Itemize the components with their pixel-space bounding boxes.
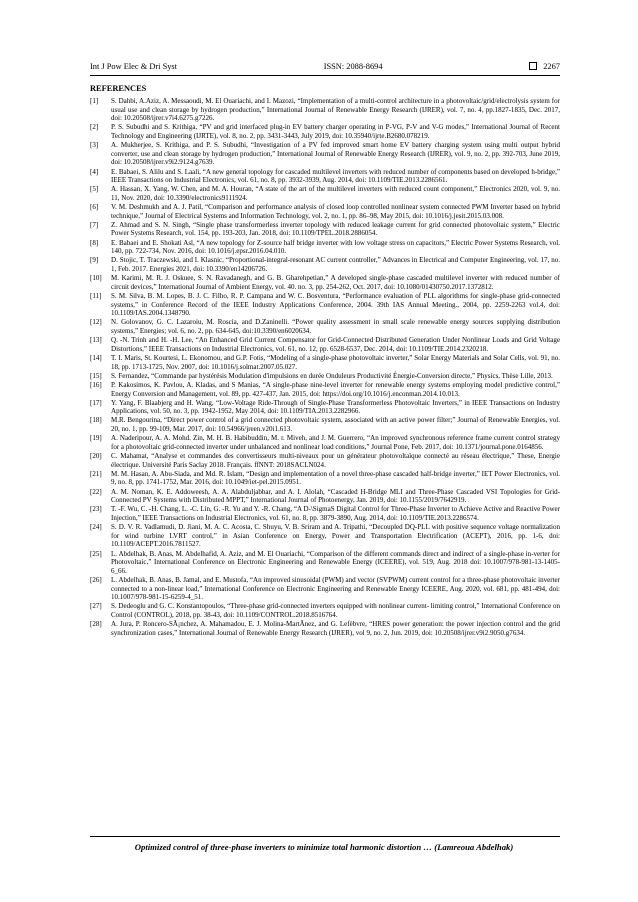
- reference-text: L. Abdelhak, B. Anas, M. Abdelhafid, A. Aziz, and M. El Ouariachi, “Comparison of the different commands direct and indirect of a single-phase in-verter for Photovoltaic,” International Conference on Electronic Engineering and Renewable Energy (ICEERE), vol. 519, Aug. 2018 doi: 10.1007/978-981-13-1405-6_66.: [111, 549, 560, 575]
- reference-item: [90, 239, 560, 256]
- footer-divider: [90, 836, 560, 837]
- reference-item: [90, 372, 560, 381]
- reference-item: [90, 336, 560, 353]
- reference-number: [12]: [90, 318, 102, 327]
- reference-text: A. Naderipour, A. A. Mohd. Zin, M. H. B. Habibuddin, M. r. Miveh, and J. M. Guerrero, “An improved synchronous reference frame current control strategy for a photovoltaic grid-connected inverter under unbalanced and nonlinear load conditions,” Journal Pone, Feb. 2017, doi: 10.1371/journal.pone.0164856.: [111, 434, 560, 451]
- reference-text: E. Babaei and E. Shokati Asl, “A new topology for Z-source half bridge inverter with low voltage stress on capacitors,” Electric Power Systems Research, vol. 140, pp. 722-734, Nov. 2016, doi: 10.1016/j.epsr.2016.04.010.: [111, 238, 560, 256]
- reference-item: [90, 399, 560, 416]
- reference-number: [17]: [90, 398, 102, 407]
- reference-item: [90, 416, 560, 433]
- reference-item: [90, 274, 560, 291]
- reference-text: A. Mukherjee, S. Krithiga, and P. S. Subudhi, “Investigation of a PV fed improved smart home EV battery charging system using multi output hybrid converter, use and clean storage by hydrogen production,” International Journal of Renewable Energy Research (IJRER), vol. 9, no. 2, pp. 392-703, June 2019, doi: 10.20508/ijrer.v9i2.9124.g7639.: [111, 141, 560, 167]
- reference-item: [90, 523, 560, 549]
- reference-text: M.R. Bengourina, “Direct power control of a grid connected photovoltaic system, associated with an active power filter;” Journal of Renewable Energies, vol. 20, no. 1, pp. 99-109, Mar. 2017, doi: 10.54966/jreen.v20i1.613.: [111, 416, 560, 434]
- reference-number: [10]: [90, 274, 102, 283]
- page-footer: Optimized control of three-phase inverters to minimize total harmonic distortion … (Lamreoua Abdelhak): [134, 842, 514, 852]
- reference-number: [15]: [90, 371, 102, 380]
- reference-text: A. Jura, P. Roncero-SÃ¡nchez, A. Mahamadou, E. J. Molina-MartÃnez, and G. Lefèbvre, “HRES power generation: the power injection control and the grid synchronization cases,” International Journal of Renewable Energy Research (IJRER), vol 9, no. 2, Jun. 2019, doi: 10.20508/ijrer.v9i2.9050.g7634.: [111, 620, 560, 637]
- reference-number: [20]: [90, 452, 102, 461]
- reference-text: C. Mahamat, “Analyse et commandes des convertisseurs multi-niveaux pour un générateur photovoltaïque connecté au réseau électrique,” These, Energie électrique. Université Paris Saclay 2018. Français. ffNNT: 2018SACLN024.: [111, 452, 560, 469]
- reference-item: [90, 256, 560, 273]
- reference-text: E. Babaei, S. Alilu and S. Laali, “A new general topology for cascaded multilevel inverters with reduced number of components based on developed h-bridge,” IEEE Transactions on Industrial Electronics, vol. 61, no. 8, pp. 3932-3939, Aug. 2014, doi: 10.1109/TIE.2013.2286561.: [111, 167, 560, 185]
- checkbox-square-icon: [529, 62, 537, 70]
- reference-number: [4]: [90, 167, 99, 176]
- reference-number: [1]: [90, 97, 99, 105]
- reference-text: L. Abdelhak, B. Anas, B. Jamal, and E. Mustofa, “An improved sinusoidal (PWM) and vector (SVPWM) current control for a three-phase photovoltaic inverter connected to a non-linear load,” International Conference on Electronic Engineering and Renewable Energy ICEERE, Aug. 2020, vol. 681, pp. 481-494, doi: 10.1007/978-981-15-6259-4_51.: [111, 575, 560, 602]
- reference-item: [90, 488, 560, 505]
- reference-item: [90, 452, 560, 469]
- reference-text: Z. Ahmad and S. N. Singh, “Single phase transformerless inverter topology with reduced leakage current for grid connected photovoltaic system,” Electric Power Systems Research, vol. 154, pp. 193-203, Jan. 2018, doi: 10.1109/TPEL.2018.2886054.: [111, 220, 560, 238]
- reference-number: [23]: [90, 505, 102, 514]
- reference-number: [22]: [90, 487, 102, 496]
- reference-item: [90, 354, 560, 371]
- reference-text: P. Kakosimos, K. Pavlou, A. Kladas, and S Manias, “A single-phase nine-level inverter for renewable energy systems employing model predictive control,” Energy Conversion and Management, vol. 89, pp. 427-437, Jan. 2015, doi: https://doi.org/10.1016/j.enconman.2014.10.013.: [111, 380, 560, 398]
- reference-item: [90, 141, 560, 167]
- reference-text: D. Stojic, T. Traczewski, and I. Klasnic, “Proportional-integral-resonant AC current controller,” Advances in Electrical and Computer Engineering, vol. 17, no. 1, Feb. 2017. Energies 2021, doi: 10.3390/en14206726.: [111, 256, 560, 274]
- reference-item: [90, 505, 560, 522]
- reference-item: [90, 470, 560, 487]
- reference-number: [16]: [90, 380, 102, 389]
- reference-number: [6]: [90, 203, 99, 212]
- issn: ISSN: 2088-8694: [323, 61, 383, 71]
- reference-item: [90, 318, 560, 335]
- reference-number: [27]: [90, 602, 102, 611]
- reference-text: T. I. Maris, St. Kourtesi, L. Ekonomou, and G.P. Fotis, “Modeling of a single-phase photovoltaic inverter,” Solar Energy Materials and Solar Cells, vol. 91, no. 18, pp. 1713-1725, Nov. 2007, doi: 10.1016/j.solmat.2007.05.027.: [111, 353, 560, 371]
- reference-text: Y. Yang, F. Blaabjerg and H. Wang, “Low-Voltage Ride-Through of Single-Phase Transformerless Photovoltaic Inverters,” in IEEE Transactions on Industry Applications, vol. 50, no. 3, pp. 1942-1952, May 2014, doi: 10.1109/TIA.2013.2282966.: [111, 398, 560, 416]
- reference-number: [7]: [90, 220, 99, 229]
- reference-number: [21]: [90, 469, 102, 478]
- reference-item: [90, 203, 560, 220]
- reference-item: [90, 620, 560, 637]
- page-header: [90, 60, 560, 72]
- reference-item: [90, 123, 560, 140]
- reference-number: [5]: [90, 185, 99, 194]
- reference-item: [90, 168, 560, 185]
- reference-text: M. M. Hasan, A. Abu-Siada, and Md. R. Islam, “Design and implementation of a novel three-phase cascaded half-bridge inverter,” IET Power Electronics, vol. 9, no. 8, pp. 1741-1752, Mar. 2016, doi: 10.1049/iet-pel.2015.0951.: [111, 469, 560, 487]
- reference-item: [90, 97, 560, 123]
- reference-number: [2]: [90, 123, 99, 132]
- reference-item: [90, 434, 560, 451]
- reference-text: A. M. Noman, K. E. Addoweesh, A. A. Alabduljabbar, and A. I. Alolah, “Cascaded H-Bridge MLI and Three-Phase Cascaded VSI Topologies for Grid-Connected PV Systems with Distributed MPPT,” International Journal of Photoenergy, Jan. 2019, doi: 10.1155/2019/7642919.: [111, 487, 560, 505]
- reference-item: [90, 576, 560, 602]
- reference-item: [90, 185, 560, 202]
- reference-number: [3]: [90, 141, 99, 150]
- references-heading: REFERENCES: [90, 84, 147, 93]
- reference-text: S. Fernandez, “Commande par hystérésis Modulation d'impulsions en durée Onduleurs Productivité Énergie-Conversion directe,” Physics, Thèse Lille, 2013.: [111, 371, 553, 380]
- reference-text: P. S. Subudhi and S. Krithiga, “PV and grid interfaced plug-in EV battery charger operating in P-VG, P-V and V-G modes,” International Journal of Recent Technology and Engineering (IJRTE), vol. 8, no. 2, pp. 3431-3443, July 2019, doi: 10.35940/ijrte.B2680.078219.: [111, 123, 560, 140]
- reference-item: [90, 602, 560, 619]
- reference-number: [18]: [90, 416, 102, 425]
- reference-number: [13]: [90, 336, 102, 345]
- reference-text: M. Karimi, M. R. J. Oskuee, S. N. Ravadanegh, and G. B. Gharehpetian,” A developed single-phase cascaded multilevel inverter with reduced number of circuit devices,” International Journal of Ambient Energy, vol. 40. no. 3, pp. 254-262, Oct. 2017, doi: 10.1080/01430750.2017.1372812.: [111, 274, 560, 291]
- reference-text: S. M. Silva, B. M. Lopes, B. J. C. Filho, R. P. Campana and W. C. Bosventura, “Performance evaluation of PLL algorithms for single-phase grid-connected systems,” in Conference Record of the IEEE Industry Applications Conference, 2004. 39th IAS Annual Meeting., 2004, pp. 2259-2263 vol.4, doi: 10.1109/IAS.2004.1348790.: [111, 292, 560, 318]
- reference-item: [90, 550, 560, 576]
- reference-text: A. Hassan, X. Yang, W. Chen, and M. A. Houran, “A state of the art of the multilevel inverters with reduced count component,” Electronics 2020, vol. 9, no. 11, Nov. 2020, doi: 10.3390/electronics9111924.: [111, 185, 560, 202]
- reference-number: [19]: [90, 434, 102, 443]
- reference-text: T. -F. Wu, C. -H. Chang, L. -C. Lin, G. -R. Yu and Y. -R. Chang, “A D-\SigmaS Digital Control for Three-Phase Inverter to Achieve Active and Reactive Power Injection,” IEEE Transactions on Industrial Electronics, vol. 61, no. 8, pp. 3879-3890, Aug. 2014, doi: 10.1109/TIE.2013.2286574.: [111, 505, 560, 522]
- reference-number: [28]: [90, 620, 102, 629]
- reference-text: V. M. Deshmukh and A. J. Patil, “Comparison and performance analysis of closed loop controlled nonlinear system connected PWM Inverter based on hybrid technique,” Journal of Electrical Systems and Information Technology, vol. 2, no. 1, pp. 86–98, May 2015, doi: 10.1016/j.jesit.2015.03.008.: [111, 203, 560, 220]
- reference-number: [26]: [90, 575, 102, 584]
- reference-text: Q. -N. Trinh and H. -H. Lee, “An Enhanced Grid Current Compensator for Grid-Connected Distributed Generation Under Nonlinear Loads and Grid Voltage Distortions,” IEEE Transactions on Industrial Electronics, vol. 61, no. 12, pp. 6528-6537, Dec. 2014, doi: 10.1109/TIE.2014.2320218.: [111, 336, 560, 353]
- reference-item: [90, 292, 560, 318]
- reference-number: [14]: [90, 353, 102, 362]
- reference-text: S. D. V. R. Vadlamudi, D. Jiani, M. A. C. Acosta, C. Shuyu, V. B. Sriram and A. Tripathi, “Decoupled DQ-PLL with positive sequence voltage normalization for wind turbine LVRT control,” in Asian Conference on Energy, Power and Transportation Electrification (ACEPT), 2016, pp. 1-6, doi: 10.1109/ACEPT.2016.7811527.: [111, 523, 560, 549]
- page-number: 2267: [543, 61, 560, 71]
- page-number-group: [529, 62, 560, 71]
- references-list: [90, 97, 560, 638]
- reference-number: [11]: [90, 292, 102, 300]
- journal-name: Int J Pow Elec & Dri Syst: [90, 61, 178, 71]
- reference-number: [25]: [90, 549, 102, 558]
- reference-number: [8]: [90, 238, 99, 247]
- reference-number: [9]: [90, 256, 99, 265]
- reference-text: S. Dahbi, A.Aziz, A. Messaoudi, M. El Ouariachi, and I. Mazozi, “Implementation of a multi-control architecture in a photovoltaic/grid/electrolysis system for usual use and clean storage by hydrogen production,” International Journal of Renewable Energy Research (IJRER), vol. 7, no. 4, pp.1827-1835, Dec. 2017, doi: 10.20508/ijrer.v7i4.6275.g7226.: [111, 97, 560, 123]
- header-divider: [90, 75, 560, 76]
- reference-item: [90, 381, 560, 398]
- reference-text: S. Dedeoglu and G. C. Konstantopoulos, “Three-phase grid-connected inverters equipped with nonlinear current- limiting control,” International Conference on Control (CONTROL), 2018, pp. 38-43, doi: 10.1109/CONTROL.2018.8516764.: [111, 602, 560, 619]
- reference-item: [90, 221, 560, 238]
- reference-number: [24]: [90, 523, 102, 532]
- reference-text: N. Golovanov, G. C. Lazaroiu, M. Roscia, and D.Zaninelli. “Power quality assessment in small scale renewable energy sources supplying distribution systems,” Energies; vol. 6, no. 2, pp. 634-645, doi:10.3390/en6020634.: [111, 318, 560, 335]
